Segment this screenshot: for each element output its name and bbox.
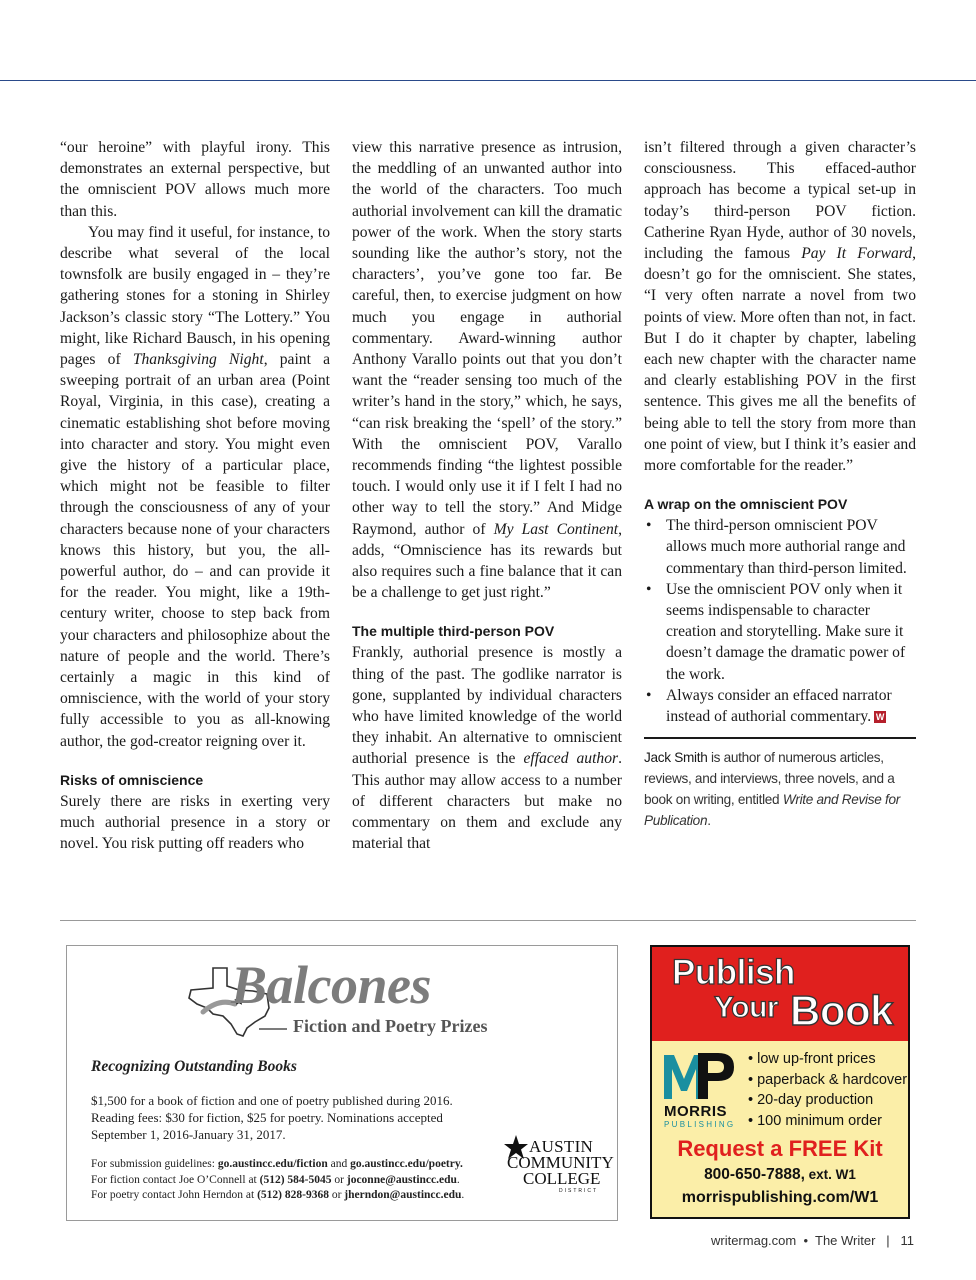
ad-headline: Your (714, 991, 779, 1024)
logo-text: PUBLISHING (664, 1120, 736, 1129)
phone-number: (512) 828-9368 (257, 1189, 329, 1201)
text-run: . (707, 813, 711, 829)
book-title: My Last Continent (493, 520, 619, 538)
separator: • (796, 1233, 815, 1248)
list-item: • The third-person omniscient POV allows much more authorial range and commentary than third-person limited. (646, 517, 907, 577)
paragraph (60, 222, 330, 752)
phone-line (652, 1166, 908, 1184)
morris-logo (662, 1051, 742, 1133)
list-item: • Always consider an effaced narrator instead of authorial commentary. W (646, 686, 892, 726)
phone-extension: ext. W1 (804, 1167, 856, 1182)
website-link[interactable]: morrispublishing.com/W1 (681, 1189, 879, 1206)
poetry-link[interactable]: go.austincc.edu/poetry. (350, 1158, 463, 1170)
call-to-action: Request a FREE Kit (677, 1136, 883, 1161)
text-run: , adds, “Omniscience has its rewards but also requires such a fine balance that it can be a challenge to get just right.” (352, 520, 622, 602)
list-item: • paperback & hardcover (748, 1071, 908, 1088)
list-item-text: Use the omniscient POV only when it seems indispensable to character creation and storytelling. Make sure it doesn’t damage the dramatic power of the work. (666, 580, 906, 683)
separator: | (875, 1233, 901, 1248)
contact-info (91, 1157, 491, 1204)
phone-number: (512) 584-5045 (259, 1173, 332, 1186)
site-link[interactable]: writermag.com (710, 1233, 797, 1248)
page-number: 11 (900, 1233, 914, 1248)
text-run: , paint a sweeping portrait of an urban area (Point Royal, Virginia, in this case), creating a cinematic establishing shot before moving into character and story. You might even give the history of a particular place, which might not be feasible to filter through the consciousness of any of your characters because none of your characters knows this history, but you, the all-powerful author, do – and can provide it for the reader. You might, like a 19th-century writer, choose to step back from your characters and philosophize about the nature of people and the world. There’s certainly a magic in this kind of omniscience, with the world of your story fully accessible to you as all-knowing author, the god-creator reigning over it. (60, 351, 331, 750)
contact-line (91, 1173, 491, 1189)
phone-number: 800-650-7888, (704, 1166, 805, 1183)
text-run: or (331, 1173, 347, 1186)
text-run: , doesn’t go for the omniscient. She states, “I very often narrate a novel from two points of view. More often than not, in fact. But I do it chapter by chapter, labeling each new chapter with the character name and clearly establishing POV in the first sentence. This gives me all the benefits of being able to tell the story from more than one point of view, but I think it’s easier and more comfortable for the reader.” (644, 245, 916, 475)
text-run: . (456, 1173, 460, 1186)
text-run: For submission guidelines: (91, 1158, 218, 1170)
text-run: You may find it useful, for instance, to describe what several of the local townsfolk are busily engaged in – they’re gathering stones for a stoning in Shirley Jackson’s classic story “The Lottery.” You might, like Richard Bausch, in his opening pages of (60, 223, 330, 369)
magazine-name: The Writer (815, 1233, 876, 1248)
paragraph (352, 642, 622, 854)
morris-ad (650, 945, 910, 1219)
bio-divider (644, 737, 916, 739)
list-item: • 20-day production (748, 1092, 874, 1108)
list-item: • low up-front prices (748, 1051, 876, 1067)
author-name: Jack Smith (644, 750, 708, 766)
text-run: isn’t filtered through a given character’s consciousness. This effaced-author approach has become a typical set-up in today’s third-person POV fiction. Catherine Ryan Hyde, author of 30 novels, including the famous (644, 139, 916, 263)
mp-logo-icon (662, 1051, 736, 1101)
prize-description: $1,500 for a book of fiction and one of poetry published during 2016. Reading fees: $30 for fiction, $25 for poetry. Nominations accepted September 1, 2016-January 31, 2017. (91, 1093, 453, 1142)
text-run: and (327, 1158, 351, 1170)
text-run: Frankly, authorial presence is mostly a thing of the past. The godlike narrator is gone, supplanted by individual characters who have limited knowledge of the world they inhabit. An alternative to omniscient authorial presence is the (352, 644, 622, 768)
contact-line (91, 1157, 491, 1173)
section-heading: The multiple third-person POV (352, 623, 555, 640)
acc-logo (499, 1134, 614, 1194)
balcones-title: Balcones (231, 955, 432, 1015)
contact-line (91, 1188, 491, 1204)
logo-text: DISTRICT (559, 1188, 599, 1194)
ad-headline: Book (790, 987, 893, 1034)
paragraph: Surely there are risks in exerting very much authorial presence in a story or novel. You risk putting off readers who (60, 792, 330, 853)
title-rule (259, 1028, 287, 1030)
ad-divider (60, 920, 916, 921)
list-item-text: The third-person omniscient POV allows much more authorial range and commentary than third-person limited. (666, 517, 907, 577)
section-heading: A wrap on the omniscient POV (644, 496, 848, 513)
summary-list (644, 515, 916, 727)
paragraph (644, 137, 916, 476)
book-title: Thanksgiving Night (132, 351, 264, 369)
logo-text: COLLEGE (523, 1169, 601, 1188)
email-link[interactable]: joconne@austincc.edu (346, 1173, 457, 1186)
list-item-text: Always consider an effaced narrator instead of authorial commentary. (666, 686, 892, 726)
list-item: • Use the omniscient POV only when it seems indispensable to character creation and storytelling. Make sure it doesn’t damage the dramatic power of the work. (646, 580, 906, 683)
feature-list (748, 1049, 908, 1131)
article-column-1 (60, 137, 330, 855)
logo-text: COMMUNITY (507, 1153, 614, 1172)
fiction-link[interactable]: go.austincc.edu/fiction (217, 1158, 328, 1170)
balcones-subtitle: Fiction and Poetry Prizes (293, 1016, 488, 1036)
list-item: • 100 minimum order (748, 1112, 883, 1129)
text-run: or (328, 1189, 345, 1201)
text-run: is author of numerous articles, reviews, and interviews, three novels, and a book on writing, entitled (644, 750, 895, 808)
book-title: Pay It Forward (801, 245, 913, 263)
text-run: . (461, 1189, 465, 1201)
text-run: . This author may allow access to a number of different characters but make no commentary on them and exclude any material that (352, 750, 622, 853)
author-bio (644, 747, 916, 831)
tagline: Recognizing Outstanding Books (91, 1058, 297, 1075)
paragraph: “our heroine” with playful irony. This demonstrates an external perspective, but the omniscient POV allows much more than this. (60, 139, 330, 220)
paragraph (352, 137, 622, 603)
emphasis: effaced author (523, 750, 619, 768)
article-column-3 (644, 137, 916, 831)
balcones-ad (66, 945, 618, 1221)
logo-text: AUSTIN (529, 1137, 594, 1156)
logo-text: MORRIS (664, 1103, 727, 1120)
text-run: For poetry contact John Herndon at (91, 1189, 258, 1201)
page-footer (711, 1233, 914, 1248)
header-rule (0, 80, 976, 81)
end-mark-icon: W (875, 712, 885, 723)
ad-headline: Publish (672, 953, 795, 992)
book-title: Write and Revise for Publication (644, 792, 900, 829)
email-link[interactable]: jherndon@austincc.edu (344, 1189, 462, 1201)
section-heading: Risks of omniscience (60, 771, 204, 788)
text-run: view this narrative presence as intrusion, the meddling of an unwanted author into the world of the characters. Too much authorial involvement can kill the dramatic power of the work. When the story starts sounding like the author’s story, not the characters’, you’ve gone too far. Be careful, then, to exercise judgment on how much you engage in authorial commentary. Award-winning author Anthony Varallo points out that you don’t want the “reader sensing too much of the writer’s hand in the story,” which, he says, “can risk breaking the ‘spell’ of the story.” With the omniscient POV, Varallo recommends finding “the lightest possible touch. I would only use it if I felt I had no other way to tell the story.” And Midge Raymond, author of (352, 139, 622, 538)
article-column-2 (352, 137, 622, 855)
text-run: For fiction contact Joe O’Connell at (91, 1173, 260, 1186)
